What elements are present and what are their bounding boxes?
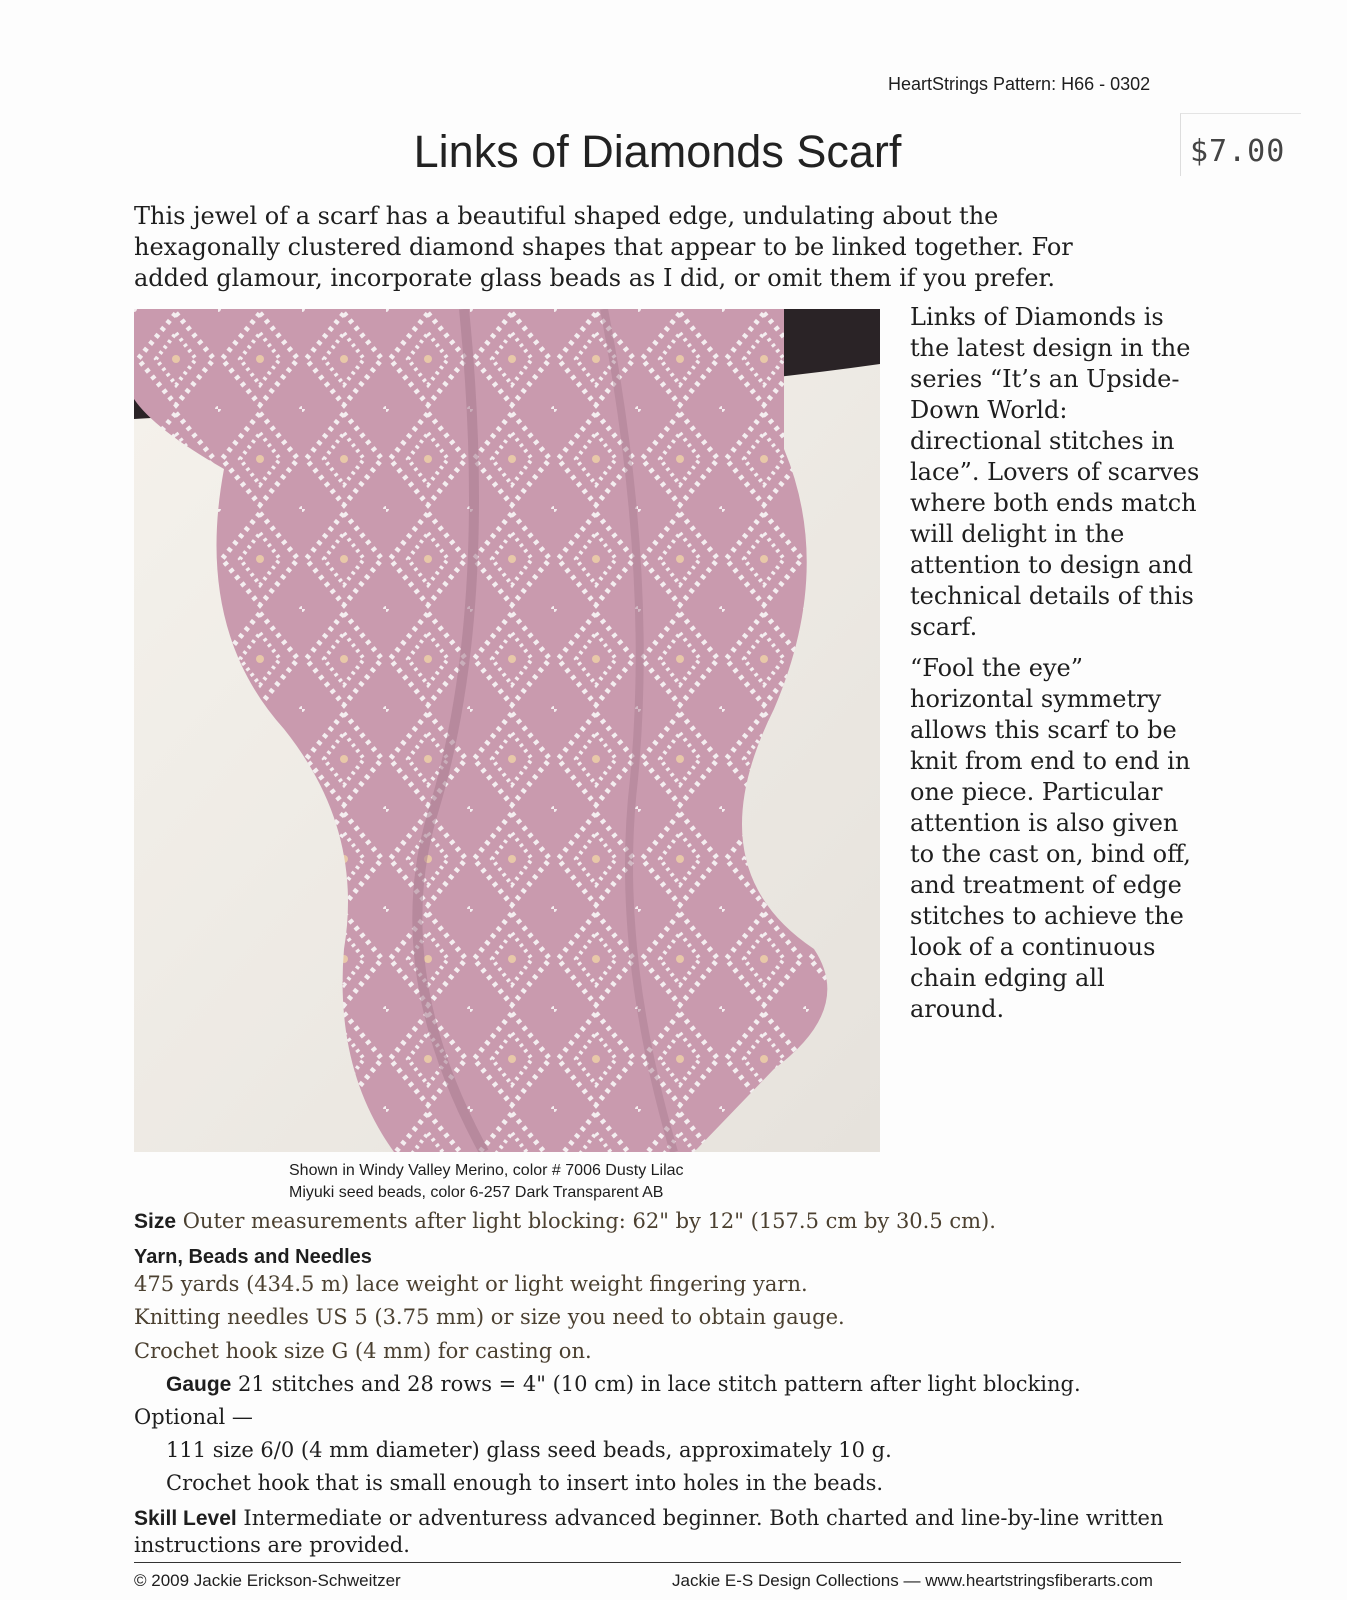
yarn-heading: Yarn, Beads and Needles: [134, 1246, 372, 1268]
design-description-paragraph-1: Links of Diamonds is the latest design in the series “It’s an Upside-Down World: directional stitches in lace”. Lovers of scarves where both ends match will delight in the attention to design and technical details of this scarf.: [910, 303, 1200, 641]
collection-website: Jackie E-S Design Collections — www.heartstringsfiberarts.com: [672, 1571, 1153, 1590]
page-title: Links of Diamonds Scarf: [413, 126, 902, 177]
optional-label: Optional —: [134, 1405, 253, 1429]
skill-level-text: Intermediate or adventuress advanced beginner. Both charted and line-by-line written instructions are provided.: [134, 1506, 1164, 1557]
footer-divider: [134, 1562, 1181, 1563]
gauge-label: Gauge: [166, 1373, 232, 1396]
intro-paragraph: This jewel of a scarf has a beautiful shaped edge, undulating about the hexagonally clustered diamond shapes that appear to be linked together. For added glamour, incorporate glass beads as I did, or omit them if you prefer.: [134, 202, 1073, 292]
optional-beads-item: 111 size 6/0 (4 mm diameter) glass seed beads, approximately 10 g.: [166, 1438, 892, 1462]
photo-caption-yarn: Shown in Windy Valley Merino, color # 7006 Dusty Lilac: [289, 1162, 684, 1179]
yarn-item: 475 yards (434.5 m) lace weight or light weight fingering yarn.: [134, 1272, 808, 1296]
gauge-text: 21 stitches and 28 rows = 4" (10 cm) in lace stitch pattern after light blocking.: [238, 1372, 1081, 1396]
pattern-id: HeartStrings Pattern: H66 - 0302: [888, 74, 1151, 94]
design-description: [910, 302, 1200, 1035]
crochet-hook-item: Crochet hook size G (4 mm) for casting on.: [134, 1339, 592, 1363]
price-label: $7.00: [1190, 134, 1286, 169]
optional-hook-item: Crochet hook that is small enough to insert into holes in the beads.: [166, 1471, 884, 1495]
scarf-photo-graphic: [134, 309, 880, 1152]
copyright-notice: © 2009 Jackie Erickson-Schweitzer: [134, 1571, 401, 1590]
size-text: Outer measurements after light blocking: 62" by 12" (157.5 cm by 30.5 cm).: [182, 1209, 996, 1233]
gauge-line: [166, 1370, 1081, 1399]
scarf-photo: [134, 309, 880, 1152]
design-description-paragraph-2: “Fool the eye” horizontal symmetry allows this scarf to be knit from end to end in one piece. Particular attention is also given to the cast on, bind off, and treatment of edge stitches to achieve the look of a continuous chain edging all around.: [910, 654, 1191, 1023]
size-line: [134, 1207, 996, 1236]
skill-level-label: Skill Level: [134, 1507, 237, 1530]
photo-caption-beads: Miyuki seed beads, color 6-257 Dark Transparent AB: [289, 1184, 664, 1201]
size-label: Size: [134, 1210, 177, 1233]
skill-level-line: [134, 1505, 1174, 1559]
needles-item: Knitting needles US 5 (3.75 mm) or size you need to obtain gauge.: [134, 1305, 845, 1329]
